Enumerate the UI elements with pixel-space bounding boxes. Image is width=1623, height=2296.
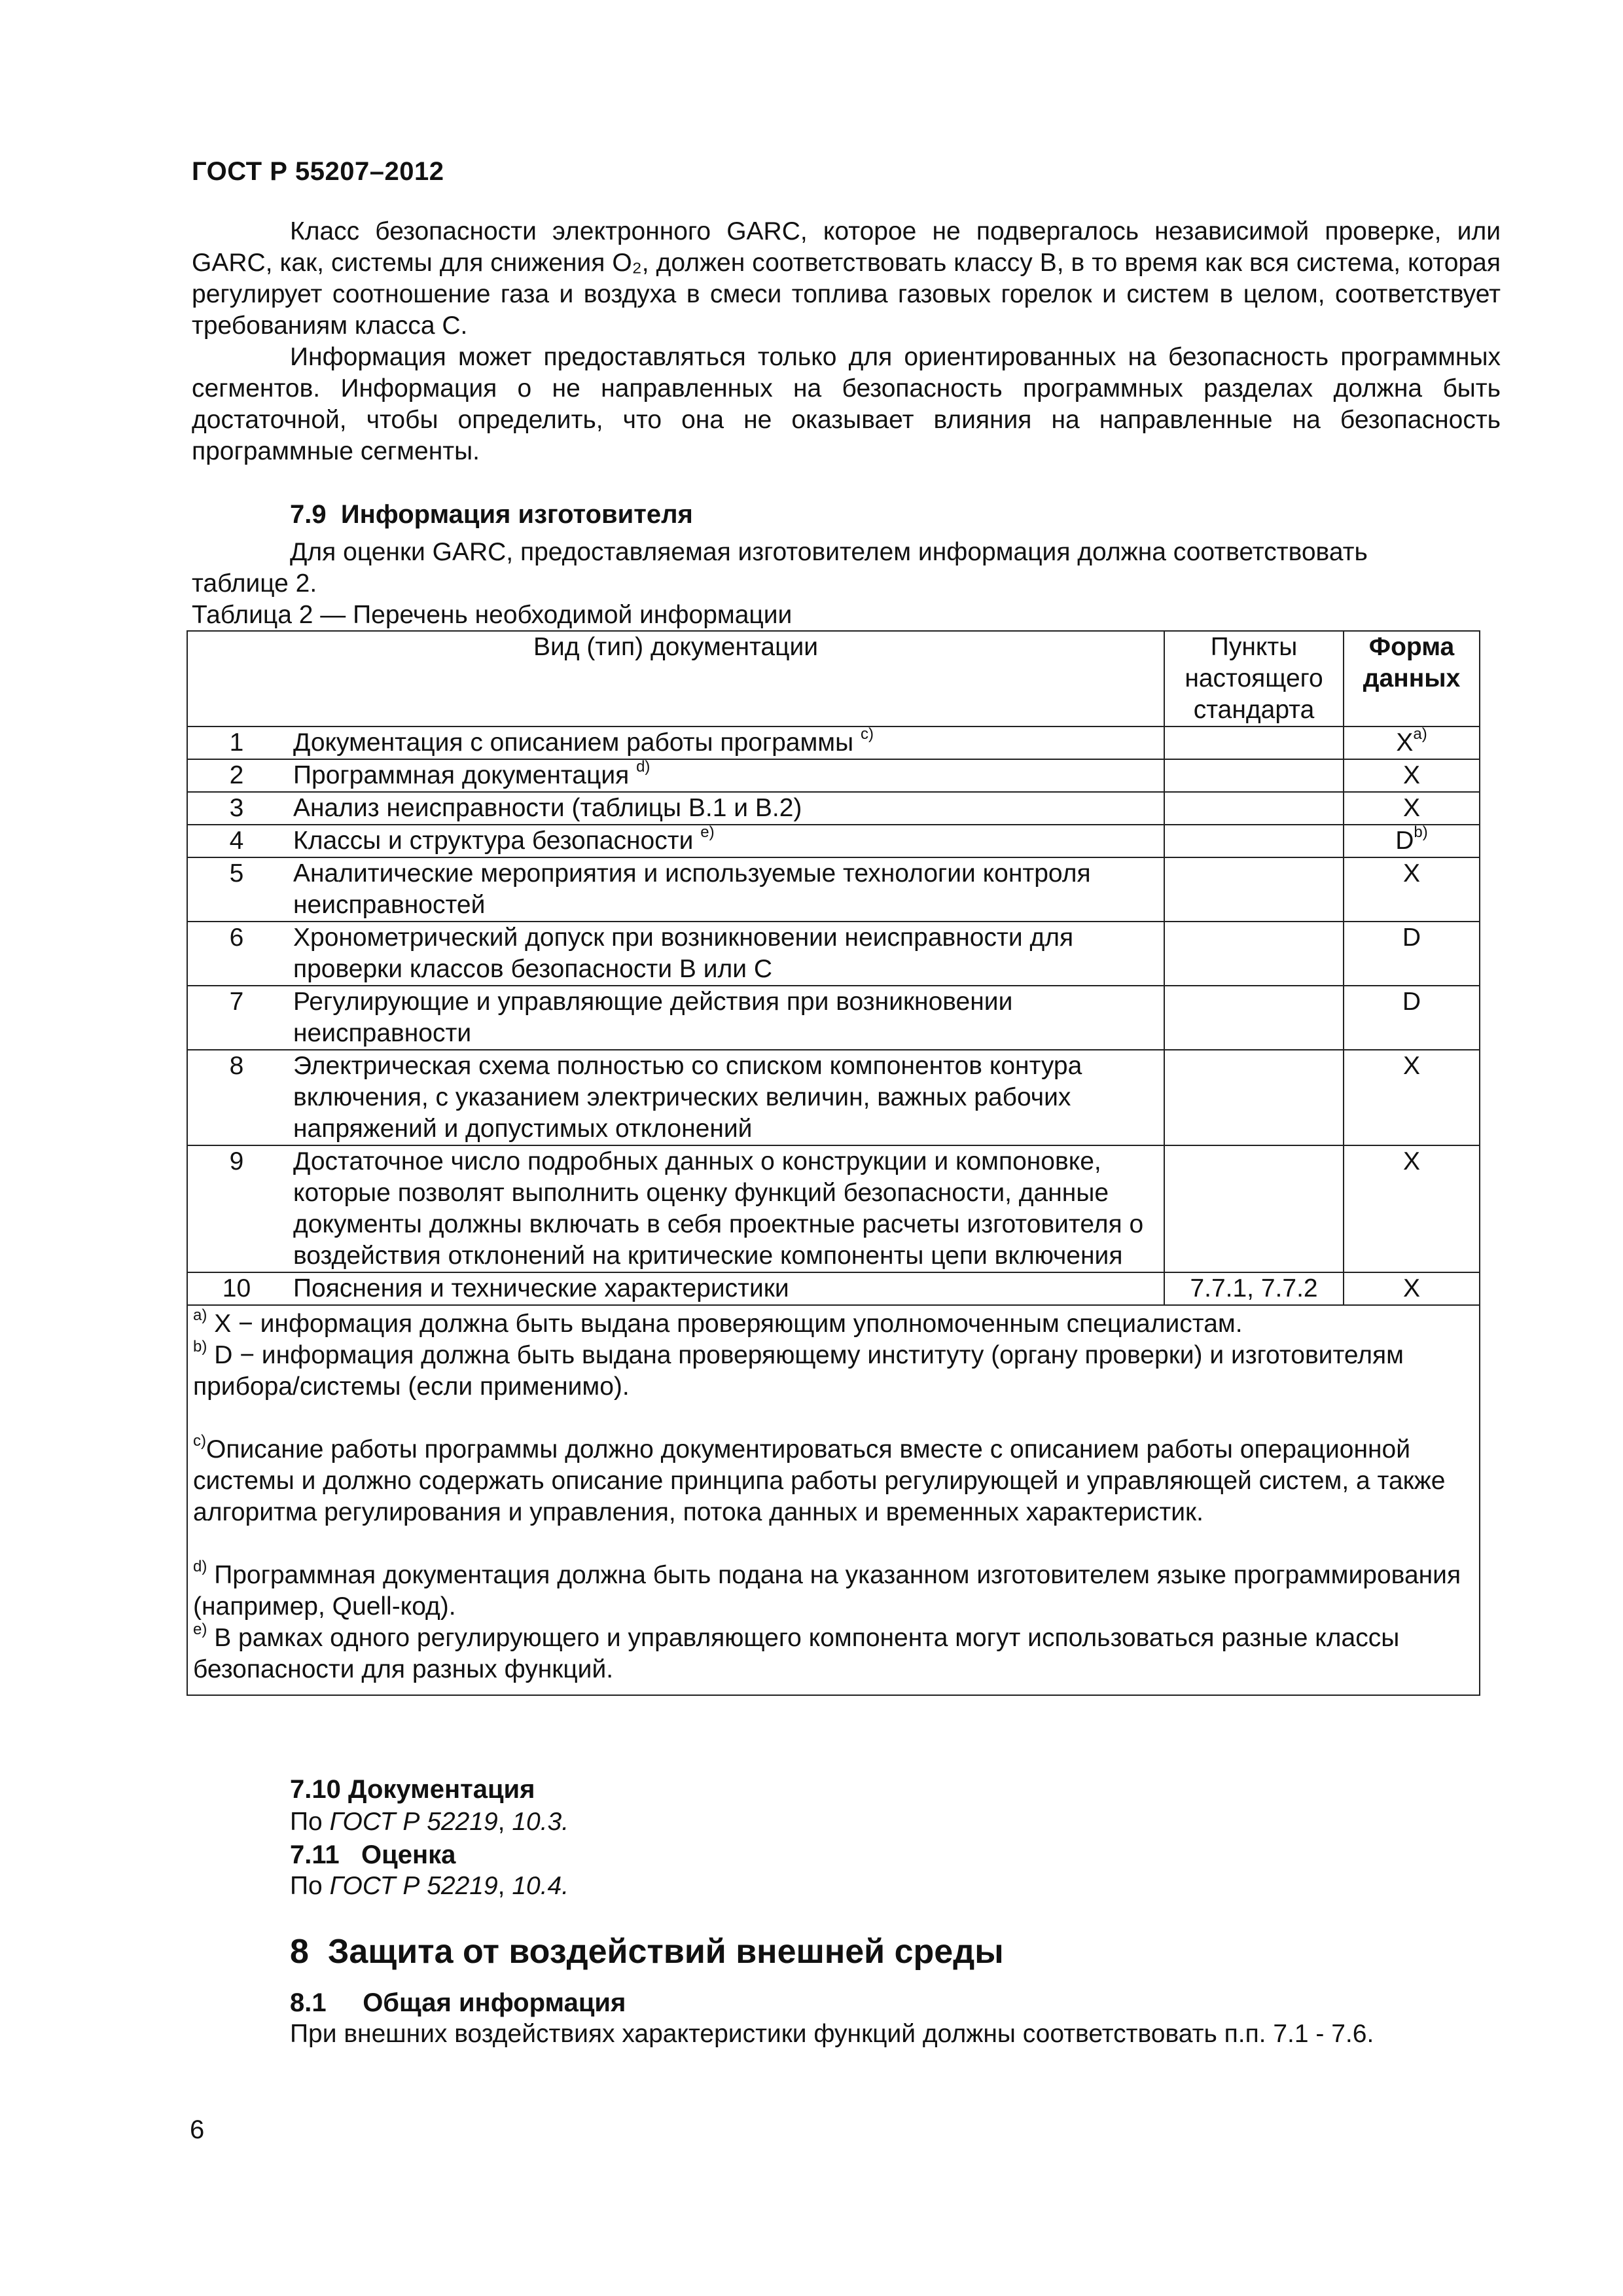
row-doc-text: Аналитические мероприятия и используемые технологии контроля неисправностей (293, 859, 1091, 919)
row-points (1164, 986, 1344, 1050)
section-8-1-number: 8.1 (290, 1988, 327, 2017)
row-form-value: D (1395, 827, 1414, 855)
row-doc-text: Пояснения и технические характеристики (293, 1274, 789, 1302)
note-b-mark: b) (193, 1338, 207, 1355)
header-form: Форма данных (1344, 631, 1480, 726)
note-b-text: D − информация должна быть выдана проверяющему институту (органу проверки) и изготовителям прибора/системы (если применимо). (193, 1341, 1404, 1401)
row-doc-text: Программная документация (293, 761, 630, 789)
row-form (1344, 986, 1480, 1050)
table-header-row (187, 631, 1480, 726)
row-form-value: X (1403, 761, 1421, 789)
table-row (187, 922, 1480, 986)
note-c-text: Описание работы программы должно документироваться вместе с описанием работы операционной системы и должно содержать описание принципа работы регулирующей и управляющей систем, а также алгоритма регулирования и управления, потока данных и временных характеристик. (193, 1435, 1446, 1526)
row-points (1164, 759, 1344, 792)
section-7-10-sep: , (497, 1808, 512, 1836)
note-a-mark: a) (193, 1306, 207, 1324)
section-8-1-title: Общая информация (363, 1988, 626, 2017)
row-form (1344, 1145, 1480, 1272)
row-points: 7.7.1, 7.7.2 (1164, 1272, 1344, 1305)
section-7-10-prefix: По (290, 1808, 330, 1836)
row-doc-footnote-mark: e) (700, 823, 715, 841)
intro-paragraph-1 (192, 216, 1501, 342)
note-d-mark: d) (193, 1558, 207, 1575)
row-form-value: X (1403, 1147, 1421, 1175)
intro-paragraph-2-text: Информация может предоставляться только для ориентированных на безопасность программных сегментов. Информация о не направленных на безопасность программных разделах должна быть достаточной, чтобы определить, что она не оказывает влияния на направленные на безопасность программные сегменты. (192, 343, 1501, 465)
row-form-value: X (1403, 1052, 1421, 1080)
section-7-11-text (290, 1871, 569, 1902)
section-7-11-ref: ГОСТ Р 52219 (329, 1872, 498, 1900)
section-8-heading (290, 1933, 1004, 1971)
intro-paragraph-2 (192, 342, 1501, 467)
row-form (1344, 792, 1480, 825)
row-number: 4 (187, 825, 285, 857)
row-points (1164, 792, 1344, 825)
row-points (1164, 857, 1344, 922)
row-form-value: X (1403, 1274, 1421, 1302)
row-doc-type (285, 1050, 1164, 1145)
table-notes-row (187, 1305, 1480, 1695)
row-doc-type (285, 1272, 1164, 1305)
section-7-11-number: 7.11 (290, 1840, 340, 1869)
note-b (193, 1340, 1474, 1403)
section-8-1-text: При внешних воздействиях характеристики функций должны соответствовать п.п. 7.1 - 7.6. (290, 2020, 1374, 2048)
table-row (187, 792, 1480, 825)
row-points (1164, 825, 1344, 857)
section-7-11-clause: 10.4. (512, 1872, 569, 1900)
table-row (187, 759, 1480, 792)
header-points: Пункты настоящего стандарта (1164, 631, 1344, 726)
note-d (193, 1560, 1474, 1623)
table-row (187, 857, 1480, 922)
row-doc-type (285, 726, 1164, 759)
row-form-footnote-mark: a) (1413, 725, 1427, 743)
row-form-value: X (1403, 859, 1421, 888)
table-row (187, 1272, 1480, 1305)
table-row (187, 986, 1480, 1050)
row-form (1344, 726, 1480, 759)
section-7-9-title: Информация изготовителя (340, 500, 693, 529)
section-8-number: 8 (290, 1933, 309, 1971)
row-points (1164, 922, 1344, 986)
section-7-10-heading: 7.10 Документация (290, 1775, 535, 1804)
row-doc-type (285, 1145, 1164, 1272)
table-caption: Таблица 2 — Перечень необходимой информации (192, 601, 793, 629)
section-7-11-title: Оценка (361, 1840, 456, 1869)
note-a-text: X − информация должна быть выдана проверяющим уполномоченным специалистам. (214, 1310, 1243, 1338)
row-form-value: D (1402, 988, 1421, 1016)
row-form-value: D (1402, 924, 1421, 952)
document-header: ГОСТ Р 55207–2012 (192, 157, 444, 186)
section-7-11-heading (290, 1839, 455, 1871)
row-number: 9 (187, 1145, 285, 1272)
section-7-10-ref: ГОСТ Р 52219 (329, 1808, 498, 1836)
table-row (187, 1050, 1480, 1145)
intro-paragraph-1-text: Класс безопасности электронного GARC, которое не подвергалось независимой проверке, или GARC, как, системы для снижения O₂, должен соответствовать классу B, в то время как вся система, которая регулирует соотношение газа и воздуха в смеси топлива газовых горелок и систем в целом, соответствует требованиям класса C. (192, 217, 1501, 340)
section-7-9-number: 7.9 (290, 500, 327, 529)
row-doc-type (285, 857, 1164, 922)
row-number: 2 (187, 759, 285, 792)
section-8-title: Защита от воздействий внешней среды (327, 1933, 1004, 1971)
row-form (1344, 1272, 1480, 1305)
row-number: 10 (187, 1272, 285, 1305)
section-8-1-heading (290, 1987, 626, 2018)
section-7-9-heading (290, 499, 693, 530)
row-number: 3 (187, 792, 285, 825)
row-form (1344, 922, 1480, 986)
row-doc-text: Электрическая схема полностью со списком компонентов контура включения, с указанием электрических величин, важных рабочих напряжений и допустимых отклонений (293, 1052, 1082, 1143)
note-d-text: Программная документация должна быть подана на указанном изготовителем языке программирования (например, Quell-код). (193, 1561, 1461, 1621)
table-body (187, 726, 1480, 1305)
note-c (193, 1434, 1474, 1528)
section-7-9-text-line-1: Для оценки GARC, предоставляемая изготовителем информация должна соответствовать (290, 538, 1368, 566)
row-doc-text: Документация с описанием работы программы (293, 728, 854, 757)
note-e-mark: e) (193, 1621, 207, 1638)
section-7-11-sep: , (497, 1872, 512, 1900)
row-form (1344, 825, 1480, 857)
row-form-value: X (1396, 728, 1414, 757)
row-number: 1 (187, 726, 285, 759)
note-e-text: В рамках одного регулирующего и управляющего компонента могут использоваться разные классы безопасности для разных функций. (193, 1624, 1400, 1683)
table-row (187, 825, 1480, 857)
row-doc-footnote-mark: d) (636, 758, 651, 776)
row-points (1164, 726, 1344, 759)
required-info-table (187, 630, 1480, 1696)
table-row (187, 726, 1480, 759)
row-number: 8 (187, 1050, 285, 1145)
row-number: 7 (187, 986, 285, 1050)
section-7-11-prefix: По (290, 1872, 330, 1900)
section-7-10-clause: 10.3. (512, 1808, 569, 1836)
row-doc-text: Регулирующие и управляющие действия при возникновении неисправности (293, 988, 1013, 1047)
row-doc-type (285, 792, 1164, 825)
row-points (1164, 1050, 1344, 1145)
row-doc-type (285, 759, 1164, 792)
row-doc-type (285, 922, 1164, 986)
row-points (1164, 1145, 1344, 1272)
row-number: 6 (187, 922, 285, 986)
note-e (193, 1623, 1474, 1685)
row-form (1344, 857, 1480, 922)
note-c-mark: c) (193, 1432, 206, 1450)
section-7-10-text (290, 1806, 569, 1838)
row-doc-text: Классы и структура безопасности (293, 827, 694, 855)
row-doc-text: Анализ неисправности (таблицы B.1 и B.2) (293, 794, 802, 822)
row-doc-footnote-mark: c) (861, 725, 874, 743)
row-form (1344, 759, 1480, 792)
table-row (187, 1145, 1480, 1272)
section-7-9-text-line-2: таблице 2. (192, 569, 317, 598)
row-form-value: X (1403, 794, 1421, 822)
row-doc-type (285, 986, 1164, 1050)
row-form-footnote-mark: b) (1414, 823, 1428, 841)
row-doc-text: Хронометрический допуск при возникновении неисправности для проверки классов безопасности B или C (293, 924, 1074, 983)
table-notes (187, 1305, 1480, 1695)
row-number: 5 (187, 857, 285, 922)
header-doc-type: Вид (тип) документации (187, 631, 1164, 726)
row-doc-type (285, 825, 1164, 857)
row-doc-text: Достаточное число подробных данных о конструкции и компоновке, которые позволят выполнить оценку функций безопасности, данные документы должны включать в себя проектные расчеты изготовителя о воздействия отклонений на критические компоненты цепи включения (293, 1147, 1144, 1270)
row-form (1344, 1050, 1480, 1145)
page-number: 6 (190, 2115, 205, 2144)
note-a (193, 1308, 1474, 1340)
